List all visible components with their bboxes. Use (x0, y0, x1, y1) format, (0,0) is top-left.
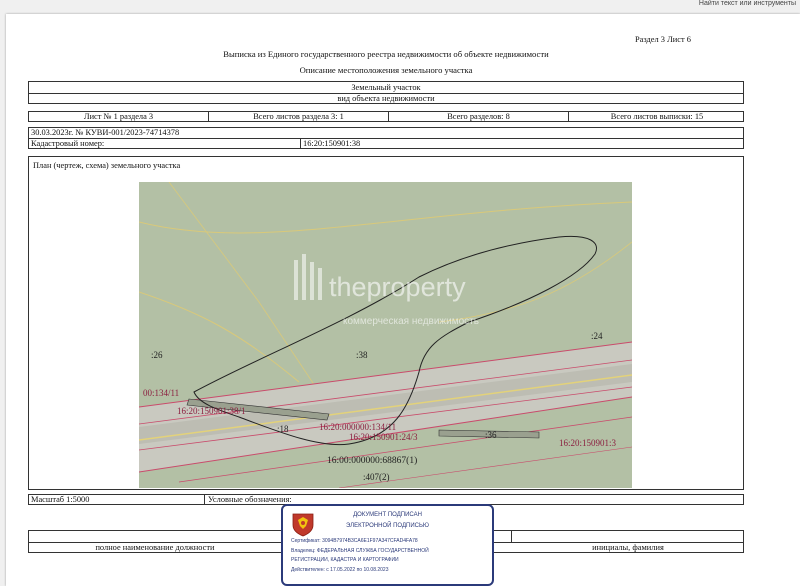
map-label-36: :36 (485, 430, 497, 440)
stamp-validity: Действителен: с 17.05.2022 по 10.08.2023 (291, 567, 389, 573)
legend-label: Условные обозначения: (208, 495, 292, 504)
cadastral-row (28, 138, 744, 149)
map-label-38: :38 (356, 350, 368, 360)
plan-title: План (чертеж, схема) земельного участка (33, 161, 181, 170)
cadastral-number: 16:20:150901:38 (303, 139, 361, 148)
record-row (28, 127, 744, 138)
object-type-caption: вид объекта недвижимости (337, 94, 435, 103)
map-label-000000-134-11: 16:20:000000:134/11 (319, 422, 397, 432)
watermark-tagline: коммерческая недвижимость (343, 316, 479, 327)
record-date-number: 30.03.2023г. № КУВИ-001/2023-74714378 (31, 128, 180, 137)
stamp-line-2: ЭЛЕКТРОННОЙ ПОДПИСЬЮ (346, 523, 429, 529)
watermark-brand: theproperty (329, 272, 466, 302)
object-type: Земельный участок (351, 83, 421, 92)
scale-label: Масштаб 1:5000 (29, 495, 205, 504)
map-label-18: :18 (277, 424, 289, 434)
electronic-signature-stamp (281, 504, 494, 586)
map-drawing (139, 182, 632, 488)
stamp-line-1: ДОКУМЕНТ ПОДПИСАН (353, 512, 422, 518)
map-label-68867: 16:00:000000:68867(1) (327, 456, 418, 466)
total-sections: Всего разделов: 8 (389, 112, 569, 121)
document-subtitle: Описание местоположения земельного участка (299, 65, 473, 75)
cadastral-map (139, 182, 632, 488)
map-label-150901-38-1: 16:20:150901:38/1 (177, 406, 246, 416)
document-title: Выписка из Единого государственного реестра недвижимости об объекте недвижимости (223, 49, 549, 59)
map-label-407: :407(2) (363, 472, 390, 482)
map-label-150901-3: 16:20:150901:3 (559, 438, 617, 448)
cadastral-label: Кадастровый номер: (29, 139, 301, 148)
map-label-26: :26 (151, 350, 163, 360)
object-type-box (28, 81, 744, 104)
find-text-toolbar[interactable]: Найти текст или инструменты (698, 0, 796, 7)
total-section-sheets: Всего листов раздела 3: 1 (209, 112, 389, 121)
sheet-of-section: Лист № 1 раздела 3 (29, 112, 209, 121)
map-label-150901-24-3: 16:20:150901:24/3 (349, 432, 418, 442)
total-extract-sheets: Всего листов выписки: 15 (610, 112, 704, 121)
section-sheet-label: Раздел 3 Лист 6 (635, 35, 691, 44)
sheets-row (28, 111, 744, 122)
stamp-owner-1: Владелец: ФЕДЕРАЛЬНАЯ СЛУЖБА ГОСУДАРСТВЕННОЙ (291, 548, 429, 554)
stamp-owner-2: РЕГИСТРАЦИИ, КАДАСТРА И КАРТОГРАФИИ (291, 557, 399, 563)
map-label-134-11: 00:134/11 (143, 388, 180, 398)
name-caption: инициалы, фамилия (592, 543, 664, 552)
position-caption: полное наименование должности (29, 543, 282, 552)
document-page (6, 14, 800, 586)
stamp-certificate: Сертификат: 3094B7974B3CA6E1F97A347CFAD4FA78 (291, 538, 418, 544)
theproperty-logo-icon (294, 254, 322, 300)
map-label-24: :24 (591, 331, 603, 341)
